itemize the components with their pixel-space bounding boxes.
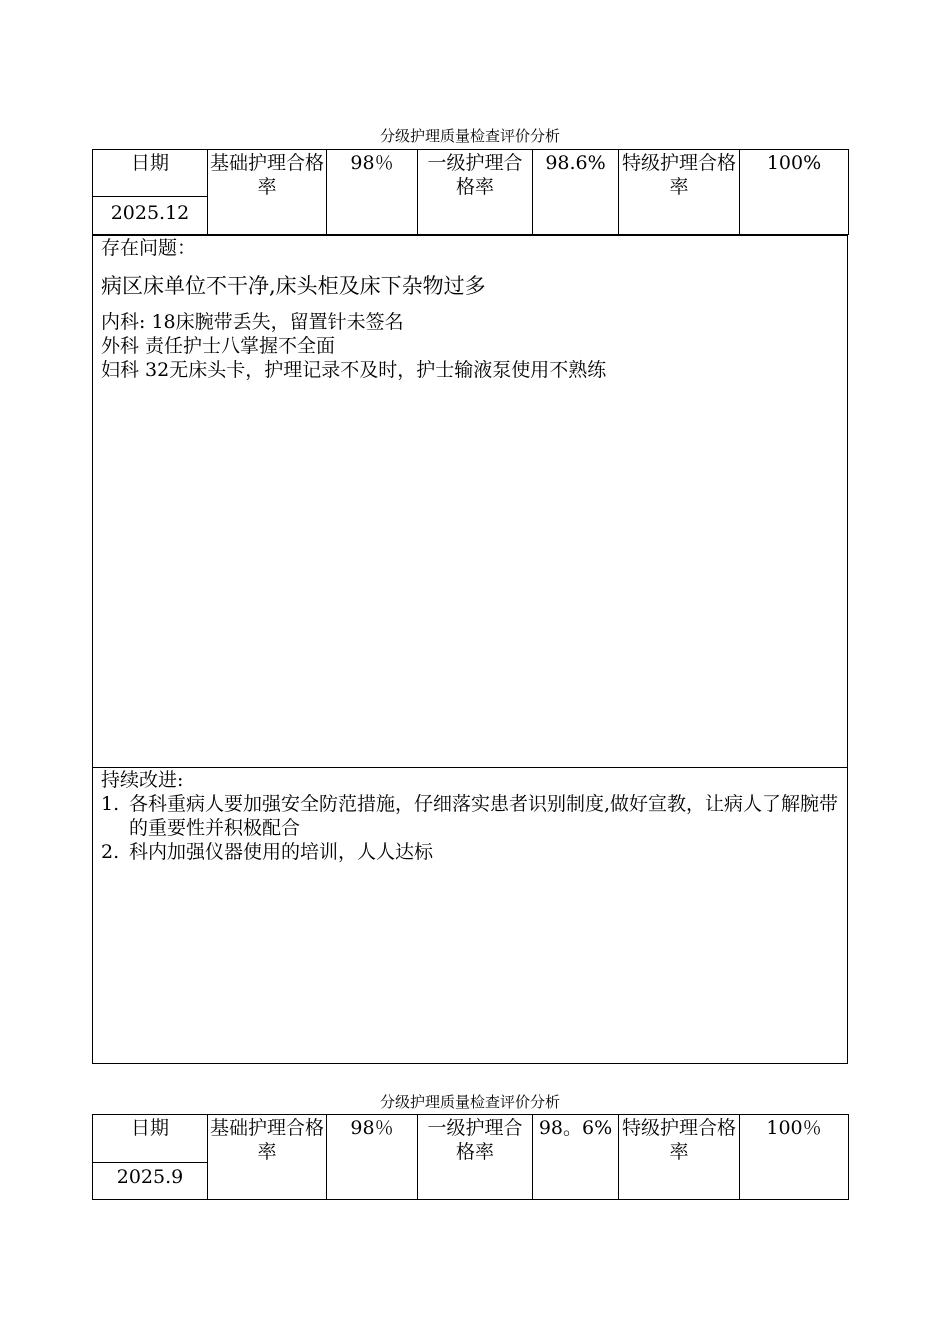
problem-item: 妇科 32无床头卡，护理记录不及时，护士输液泵使用不熟练 [101,359,607,381]
special-care-label: 特级护理合格率 [619,1115,740,1200]
problems-summary: 病区床单位不干净,床头柜及床下杂物过多 [101,274,486,298]
special-care-label: 特级护理合格率 [619,150,740,235]
improvement-list [101,792,839,864]
item-text: 各科重病人要加强安全防范措施，仔细落实患者识别制度,做好宣教，让病人了解腕带的重要性并积极配合 [129,793,839,839]
improvement-item [101,792,839,840]
problems-list [101,310,839,382]
special-care-value: 100% [740,150,849,235]
level1-care-label: 一级护理合格率 [418,1115,533,1200]
stats-table [92,149,849,235]
level1-care-value: 98。6% [533,1115,619,1200]
basic-care-label: 基础护理合格率 [208,150,327,235]
problems-heading: 存在问题： [101,237,197,259]
basic-care-label: 基础护理合格率 [208,1115,327,1200]
level1-care-value: 98.6% [533,150,619,235]
improvement-section [92,767,848,1064]
item-number: 2. [101,841,120,863]
stats-table [92,1114,849,1200]
special-care-value: 100％ [740,1115,849,1200]
problem-item: 外科 责任护士八掌握不全面 [101,335,336,357]
date-value: 2025.12 [93,197,208,235]
date-label: 日期 [93,150,208,197]
problems-section [92,235,848,768]
date-label: 日期 [93,1115,208,1163]
basic-care-value: 98％ [327,1115,418,1200]
basic-care-value: 98％ [327,150,418,235]
problem-item: 内科: 18床腕带丢失，留置针未签名 [101,311,404,333]
item-number: 1. [101,793,120,815]
improvement-item [101,840,839,864]
item-text: 科内加强仪器使用的培训，人人达标 [129,841,434,863]
report-title: 分级护理质量检查评价分析 [379,1093,560,1111]
level1-care-label: 一级护理合格率 [418,150,533,235]
date-value: 2025.9 [93,1163,208,1200]
report-title: 分级护理质量检查评价分析 [379,127,560,145]
improvement-heading: 持续改进: [101,769,184,791]
